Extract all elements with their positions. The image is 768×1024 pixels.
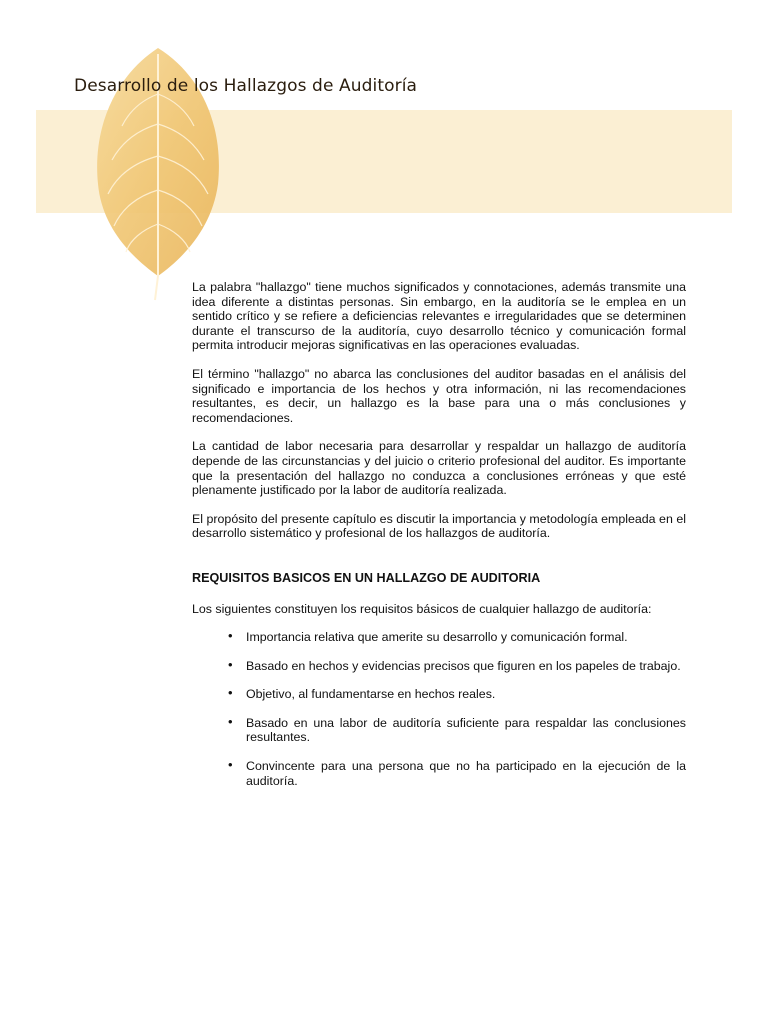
list-item [192, 630, 686, 645]
paragraph: El propósito del presente capítulo es discutir la importancia y metodología empleada en el desarrollo sistemático y profesional de los hallazgos de auditoría. [192, 511, 686, 541]
bullet-icon: • [228, 713, 233, 729]
bullet-icon: • [228, 628, 233, 644]
list-item-text: Basado en una labor de auditoría suficiente para respaldar las conclusiones resultantes. [246, 715, 686, 745]
paragraph: La cantidad de labor necesaria para desarrollar y respaldar un hallazgo de auditoría depende de las circunstancias y del juicio o criterio profesional del auditor. Es importante que la presentación del hallazgo no conduzca a conclusiones erróneas y que esté plenamente justificado por la labor de auditoría realizada. [192, 439, 686, 498]
bullet-icon: • [228, 656, 233, 672]
list-item-text: Importancia relativa que amerite su desarrollo y comunicación formal. [246, 630, 628, 645]
requirements-list [192, 630, 686, 788]
bullet-icon: • [228, 757, 233, 773]
list-item [192, 687, 686, 702]
list-item-text: Convincente para una persona que no ha participado en la ejecución de la auditoría. [246, 759, 686, 788]
list-item [192, 759, 686, 788]
page-title: Desarrollo de los Hallazgos de Auditoría [74, 76, 418, 96]
bullet-icon: • [228, 685, 233, 701]
list-item-text: Objetivo, al fundamentarse en hechos reales. [246, 687, 496, 702]
document-body [192, 280, 686, 802]
list-item [192, 713, 686, 745]
list-item-text: Basado en hechos y evidencias precisos que figuren en los papeles de trabajo. [246, 658, 681, 673]
paragraph: La palabra "hallazgo" tiene muchos significados y connotaciones, además transmite una idea diferente a distintas personas. Sin embargo, en la auditoría se le emplea en un sentido crítico y se refiere a deficiencias relevantes e irregularidades que se determinen durante el transcurso de la auditoría, cuyo desarrollo técnico y comunicación formal permita introducir mejoras significativas en las operaciones evaluadas. [192, 280, 686, 353]
section-heading: REQUISITOS BASICOS EN UN HALLAZGO DE AUDITORIA [192, 570, 541, 585]
section-intro: Los siguientes constituyen los requisitos básicos de cualquier hallazgo de auditoría: [192, 601, 652, 616]
paragraph: El término "hallazgo" no abarca las conclusiones del auditor basadas en el análisis del significado e importancia de los hechos y otra información, ni las recomendaciones resultantes, es decir, un hallazgo es la base para una o más conclusiones y recomendaciones. [192, 366, 686, 425]
list-item [192, 656, 686, 674]
